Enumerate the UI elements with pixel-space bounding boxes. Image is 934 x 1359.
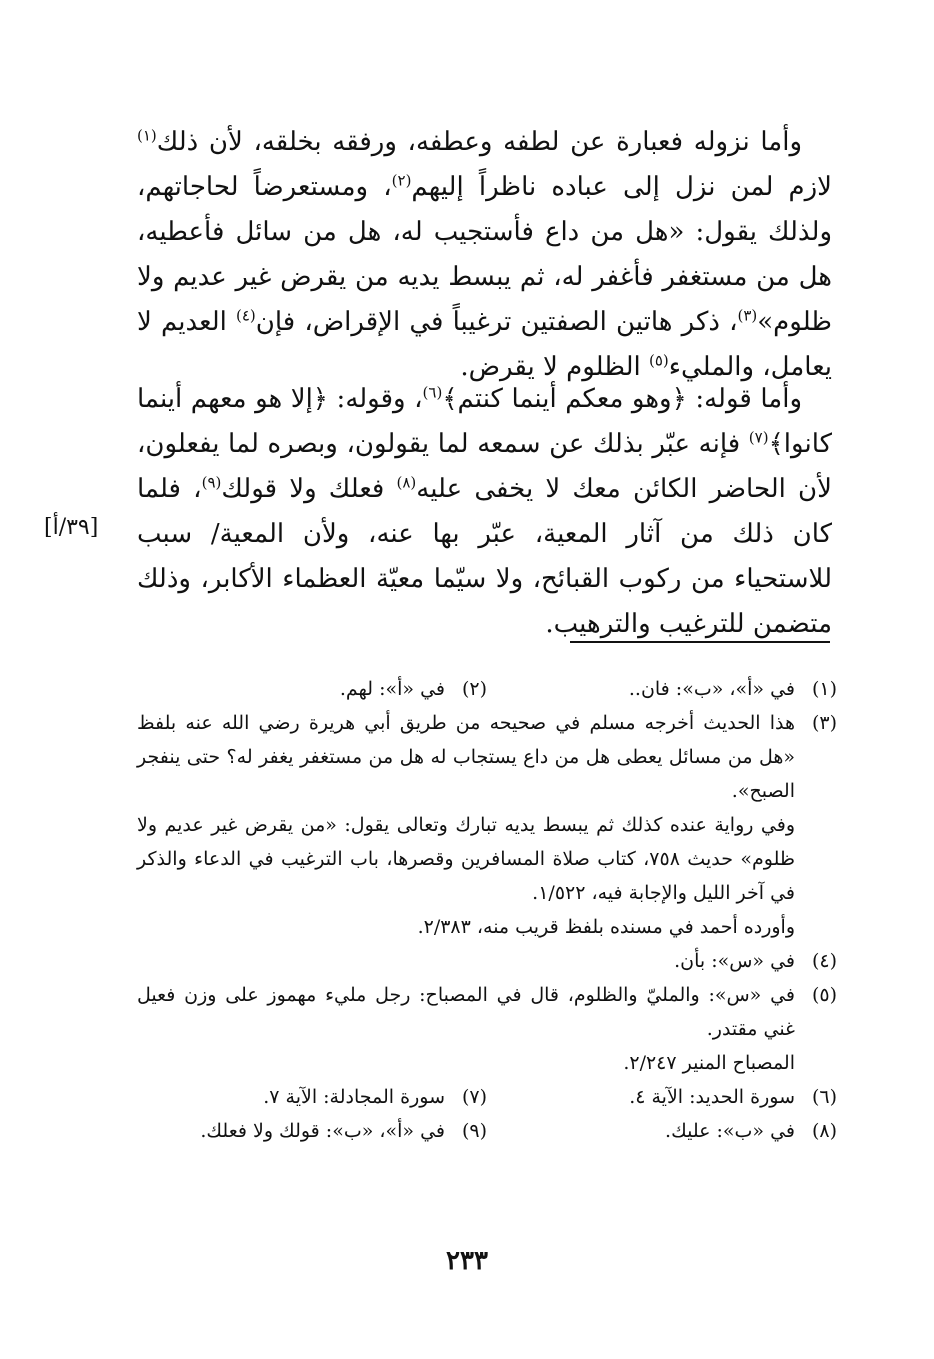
footnote-number: (٢): [461, 678, 487, 700]
footnote-ref-7[interactable]: (٧): [748, 428, 769, 447]
footnote-2: [137, 672, 487, 706]
manuscript-folio-note: [٣٩/أ]: [44, 515, 99, 540]
footnote-3-continuation: وفي رواية عنده كذلك ثم يبسط يديه تبارك وتعالى يقول: «من يقرض غير عديم ولا ظلوم» حديث ٧٥٨، كتاب صلاة المسافرين وقصرها، باب الترغيب في الدعاء والذكر في آخر الليل والإجابة فيه، ١/٥٢٢.: [137, 814, 795, 904]
footnote-text: في «س»: بأن.: [674, 950, 795, 972]
p1-text: العديم لا يعامل، والمليء: [137, 307, 832, 382]
footnote-5-continuation: المصباح المنير ٢/٢٤٧.: [623, 1052, 795, 1074]
p2-text: فعلك ولا قولك: [221, 474, 397, 504]
footnote-ref-8[interactable]: (٨): [396, 473, 417, 492]
footnote-number: (٤): [811, 950, 837, 972]
main-paragraph-2: [137, 377, 832, 647]
footnote-text: هذا الحديث أخرجه مسلم في صحيحه من طريق أبي هريرة رضي الله عنه بلفظ «هل من مسائل يعطى هل من داع يستجاب له هل من مستغفر يغفر له؟ حتى ينفجر الصبح».: [137, 712, 795, 802]
footnote-text: سورة المجادلة: الآية ٧.: [263, 1086, 445, 1108]
footnote-ref-6[interactable]: (٦): [422, 383, 443, 402]
p1-text: ، ومستعرضاً لحاجاتهم، ولذلك يقول: «هل من داع فأستجيب له، هل من سائل فأعطيه، هل من مستغفر فأغفر له، ثم يبسط يديه من يقرض غير عديم ولا ظلوم»: [137, 172, 833, 337]
p1-text: لازم لمن نزل إلى عباده ناظراً إليهم: [411, 172, 832, 202]
footnote-6: [487, 1080, 837, 1114]
footnote-number: (٧): [461, 1086, 487, 1108]
footnote-7: [137, 1080, 487, 1114]
footnote-text: سورة الحديد: الآية ٤.: [629, 1086, 795, 1108]
footnote-ref-4[interactable]: (٤): [235, 306, 256, 325]
p1-text: وأما نزوله فعبارة عن لطفه وعطفه، ورفقه بخلقه، لأن ذلك: [156, 127, 802, 157]
p1-text: ، ذكر هاتين الصفتين ترغيباً في الإقراض، فإن: [255, 307, 738, 337]
footnote-text: في «أ»، «ب»: قولك ولا فعلك.: [200, 1120, 445, 1142]
footnote-ref-5[interactable]: (٥): [649, 351, 669, 370]
footnote-number: (٥): [811, 984, 837, 1006]
footnote-row: [137, 672, 837, 706]
footnote-number: (٩): [461, 1120, 487, 1142]
footnote-1: [487, 672, 837, 706]
footnote-row: [137, 1114, 837, 1148]
footnote-text: في «أ»: لهم.: [339, 678, 445, 700]
p2-text: فإنه عبّر بذلك عن سمعه لما يقولون، وبصره لما يفعلون، لأن الحاضر الكائن معك لا يخفى عليه: [137, 429, 832, 504]
footnote-5: [137, 978, 837, 1046]
footnote-9: [137, 1114, 487, 1148]
main-paragraph-1: [137, 120, 832, 390]
p2-text: ، وقوله: ﴿إلا هو معهم أينما كانوا﴾: [137, 384, 832, 459]
footnote-ref-3[interactable]: (٣): [737, 306, 758, 325]
footnote-row: [137, 1080, 837, 1114]
footnote-number: (٨): [811, 1120, 837, 1142]
footnote-8: [487, 1114, 837, 1148]
footnote-number: (١): [811, 678, 837, 700]
footnote-3-continuation: وأورده أحمد في مسنده بلفظ قريب منه، ٢/٣٨٣.: [417, 916, 795, 938]
footnote-separator: [570, 641, 830, 643]
p2-text: وأما قوله: ﴿وهو معكم أينما كنتم﴾: [442, 384, 802, 414]
footnote-ref-1[interactable]: (١): [137, 126, 157, 145]
footnote-3: [137, 706, 837, 808]
footnote-4: [137, 944, 837, 978]
footnote-text: في «ب»: عليك.: [665, 1120, 795, 1142]
footnotes: [137, 672, 837, 1148]
p2-text: ، فلما كان ذلك من آثار المعية، عبّر بها عنه، ولأن المعية/ سبب للاستحياء من ركوب القبائح، ولا سيّما معيّة العظماء الأكابر، وذلك متضمن للترغيب والترهيب.: [137, 474, 832, 639]
footnote-text: في «أ»، «ب»: فان..: [628, 678, 795, 700]
footnote-text: في «س»: والمليّ والظلوم، قال في المصباح: رجل مليء مهموز على وزن فعيل غني مقتدر.: [137, 984, 795, 1040]
p1-text: الظلوم لا يقرض.: [460, 352, 649, 382]
page-number: ٢٣٣: [446, 1246, 488, 1276]
footnote-ref-9[interactable]: (٩): [201, 473, 222, 492]
footnote-ref-2[interactable]: (٢): [391, 171, 412, 190]
footnote-number: (٦): [811, 1086, 837, 1108]
footnote-number: (٣): [811, 712, 837, 734]
